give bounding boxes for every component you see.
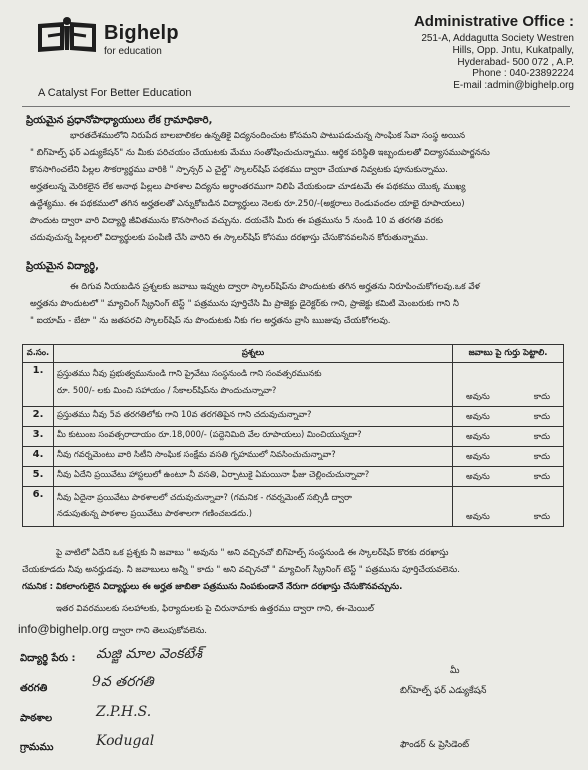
question-text: ప్రస్తుతము నీవు ప్రభుత్వమునుండి గాని ప్రైవేటు సంస్థనుండి గాని సంవత్సరమునకు రూ. 500/- లకు మించి సహాయం / సేకాలర్‌షిప్‌ను పొందుచున్నావా? [54,363,453,407]
student-name-label: విద్యార్థి పేరు : [20,653,76,664]
village-label: గ్రామము [20,742,54,753]
no-option[interactable]: కాదు [533,431,550,441]
question-text: నీవు ఏదేని ప్రయివేటు హాస్టలులో ఉంటూ నీ వసతి, ఏర్పాటుకై ఏమయినా ఫీజు చెల్లించుచున్నావా? [54,467,453,487]
office-title: Administrative Office : [413,13,574,30]
address-line: Hills, Opp. Jntu, Kukatpally, [452,44,574,56]
yes-option[interactable]: అవును [466,471,490,481]
paragraph-line: " బిగ్‌హెల్ప్ ఫర్ ఎడ్యుకేషన్" ను మీకు పరిచయం చేయుటకు మేము సంతోషించుచున్నాము. ఆర్థిక పరిస్థితి ఇబ్బందులతో విద్యాసముపార్జనను [30,148,490,158]
address-line: Hyderabad- 500 072 , A.P. [457,56,574,68]
brand-subtitle: for education [104,46,162,57]
paragraph-line: అర్హతను పొందుటలో " మ్యాచింగ్ స్క్రీనింగ్ టెస్ట్ " పత్రమును పూర్తిచేసి మీ ప్రాజెక్టు డైరెక్టర్‌కు గాని, ప్రాజెక్టు కమిటీ మెంబరుకు గాని నీ [30,299,459,309]
signature-organization: బిగ్‌హెల్ప్ ఫర్ ఎడ్యుకేషన్ [400,686,487,696]
paragraph-line: అర్హతలున్న మెరికలైన లేక అనాథ పిల్లలు పాఠశాల విద్యను అర్ధాంతరముగా నిలిపి వేయకుండా చూడటమే ఈ పథకము యొక్క ముఖ్య [30,182,466,192]
student-salutation: ప్రియమైన విద్యార్థి, [26,261,99,272]
yes-option[interactable]: అవును [466,451,490,461]
brand-name: Bighelp [104,22,179,44]
paragraph-line: భారతదేశములోని నిరుపేద బాలబాలికల ఉన్నతికై విద్యనందించుట కోసమని పాటుపడుచున్న సాంఘిక సేవా సంస్థ అయిన [70,131,466,141]
row-number: 4. [23,447,54,467]
signature-closing: మీ [450,666,460,676]
answer-cell [453,363,564,407]
header-divider [22,106,570,107]
salutation: ప్రియమైన ప్రధానోపాధ్యాయులు లేక గ్రామాధికారి, [26,115,213,126]
no-option[interactable]: కాదు [533,471,550,481]
row-number: 2. [23,407,54,427]
paragraph-line: చదువుచున్న పిల్లలలో విద్యార్థులకు పంపిణీ చేసి వారిని ఈ స్కాలర్‌షిప్ కోసము దరఖాస్తు చేసుకొనవలసిన కోరుతున్నాము. [30,233,429,243]
paragraph-line: పొందుట ద్వారా వారి విద్యార్థి జీవితమును కొనసాగించ వచ్చును. దయచేసి మీరు ఈ పత్రమును 5 నుండి 10 వ తరగతి వరకు [30,216,443,226]
no-option[interactable]: కాదు [533,511,550,521]
office-address-block [354,14,574,92]
yes-option[interactable]: అవును [466,411,490,421]
class-value: 9వ తరగతి [92,674,154,690]
question-text: నీవు గవర్నమెంటు వారి సిటీని సాంఘిక సంక్షేమ వసతి గృహములో నివసించుచున్నావా? [54,447,453,467]
school-label: పాఠశాల [20,713,53,724]
row-number: 3. [23,427,54,447]
phone-line: Phone : 040-23892224 [472,68,574,80]
village-value: Kodugal [96,733,155,749]
school-value: Z.P.H.S. [96,704,152,720]
yes-option[interactable]: అవును [466,511,490,521]
yes-option[interactable]: అవును [466,391,490,401]
no-option[interactable]: కాదు [533,451,550,461]
class-label: తరగతి [20,683,48,694]
question-text: ప్రస్తుతము నీవు 5వ తరగతిలోకు గాని 10వ తరగతిపైన గాని చదువుచున్నావా? [54,407,453,427]
yes-option[interactable]: అవును [466,431,490,441]
signature-title: ఫౌండర్ & ప్రెసిడెంట్ [400,740,470,750]
table-row [23,467,564,487]
row-number: 5. [23,467,54,487]
table-row [23,447,564,467]
table-row [23,407,564,427]
eligibility-table [22,344,564,527]
address-line: 251-A, Addagutta Society Westren [421,33,574,44]
paragraph-line: కొనసాగించలేని పిల్లల సౌకర్యార్థము వారికి " స్పాన్సర్ ఎ చైల్డ్" స్కాలర్‌షిప్ పథకము ద్వారా చేయూత నివ్వటకు పూనుకున్నాము. [30,165,448,175]
answer-cell [453,487,564,527]
no-option[interactable]: కాదు [533,411,550,421]
paragraph-line: ఇతర వివరములకు సలహాలకు, ఫిర్యాదులకు పై చిరునామాకు ఉత్తరము ద్వారా గాని, ఈ-మెయిల్ [56,604,374,614]
table-row [23,363,564,407]
email-line: E-mail :admin@bighelp.org [453,80,574,92]
student-name-value: మజ్జి మాల వెంకటేశ్ [96,646,203,662]
question-text: నీవు ఏదైనా ప్రయివేటు పాఠశాలలో చదువుచున్నావా? (గమనిక - గవర్నమెంట్ సబ్సిడీ ద్వారా నడుపుతున్న పాఠశాల ప్రయివేటు పాఠశాలగా గణించబడదు.) [54,487,453,527]
row-number: 1. [23,363,54,407]
col-header-no: వ.సం. [23,345,54,363]
row-number: 6. [23,487,54,527]
paragraph-line: పై వాటిలో ఏదేని ఒక ప్రశ్నకు నీ జవాబు " అవును " అని వచ్చినచో బిగ్‌హెల్ప్ సంస్థనుండి ఈ స్కాలర్‌షిప్ కొరకు దరఖాస్తు [56,548,449,558]
paragraph-line: ఉద్దేశ్యము. ఈ పథకములో తగిన అర్హతలతో ఎన్నుకోబడిన విద్యార్ధులు నెలకు రూ.250/-(అక్షరాలు రెండువందల యాభై రూపాయలు) [30,199,465,209]
tagline: A Catalyst For Better Education [38,87,192,99]
table-row [23,487,564,527]
paragraph-line: ఈ దిగువ నీయబడిన ప్రశ్నలకు జవాబు ఇవ్వుట ద్వారా స్కాలర్‌షిప్‌ను పొందుటకు తగిన అర్హతను నిరూపించుకోగలవు.ఒక వేళ [70,282,480,292]
note-line: గమనిక : వికలాంగులైన విద్యార్థులు ఈ అర్హత జాబితా పత్రమును నింపకుండానే నేరుగా దరఖాస్తు చేసుకొనవచ్చును. [22,582,403,592]
table-header-row [23,345,564,363]
bighelp-logo-icon [36,16,98,56]
answer-cell [453,407,564,427]
question-text: మీ కుటుంబ సంవత్సరాదాయం రూ.18,000/- (పద్దెనిమిది వేల రూపాయలు) మించియున్నదా? [54,427,453,447]
contact-email-line [18,622,207,638]
col-header-answer: జవాబు పై గుర్తు పెట్టాలి. [453,345,564,363]
col-header-question: ప్రశ్నలు [54,345,453,363]
answer-cell [453,467,564,487]
contact-email-suffix: ద్వారా గాని తెలుపుకోవలెను. [112,626,208,636]
contact-email-link[interactable]: info@bighelp.org [18,622,109,636]
paragraph-line: చేయకూడదు నీవు అనర్హుడవు. నీ జవాబులు అన్నీ " కాదు " అని వచ్చినచో " మ్యాచింగ్ స్క్రీనింగ్ టెస్ట్ " పత్రమును పూర్తిచేయవలెను. [22,565,460,575]
answer-cell [453,447,564,467]
paragraph-line: " ఐయామ్ - బేటా " ను జతపరచి స్కాలర్‌షిప్ ను పొందుటకు నీకు గల అర్హతను వ్రాసి ఋజువు చేయకోగలవు. [30,316,391,326]
table-row [23,427,564,447]
answer-cell [453,427,564,447]
no-option[interactable]: కాదు [533,391,550,401]
